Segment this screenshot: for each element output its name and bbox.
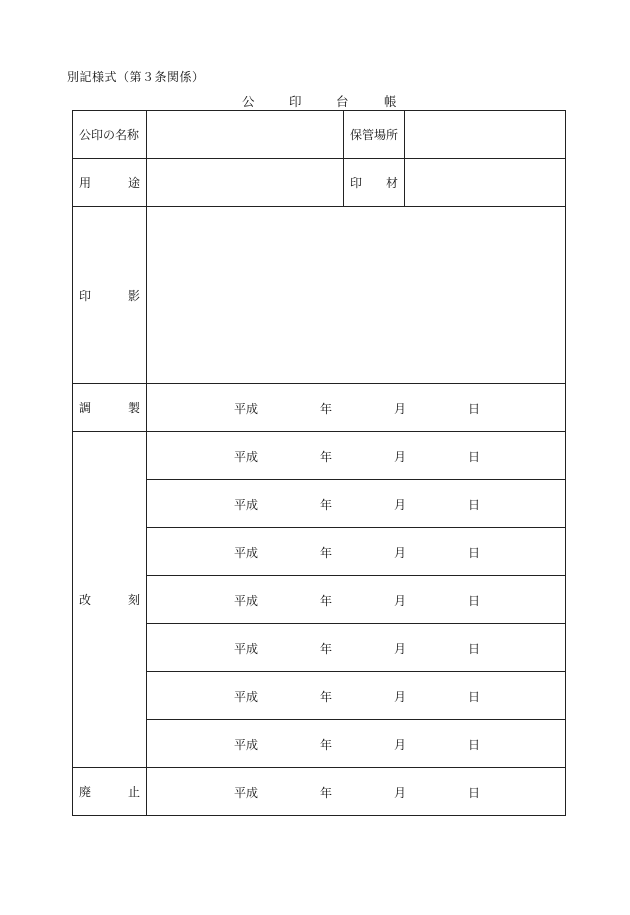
date-year: 年 <box>320 450 333 464</box>
row-recarving <box>73 432 566 480</box>
material-label-char: 印 <box>350 176 363 190</box>
date-day: 日 <box>468 450 481 464</box>
date-year: 年 <box>320 690 333 704</box>
abolition-label-char: 止 <box>127 785 140 799</box>
seal-name-label: 公印の名称 <box>73 111 147 159</box>
recarving-date[interactable] <box>147 480 566 528</box>
row-recarving <box>73 672 566 720</box>
recarving-label <box>73 432 147 768</box>
row-usage <box>73 159 566 207</box>
date-era: 平成 <box>234 594 259 608</box>
date-era: 平成 <box>234 642 259 656</box>
date-day: 日 <box>468 546 481 560</box>
date-month: 月 <box>394 546 407 560</box>
material-label <box>344 159 405 207</box>
row-manufacture <box>73 384 566 432</box>
date-era: 平成 <box>234 738 259 752</box>
date-era: 平成 <box>234 498 259 512</box>
storage-place-label: 保管場所 <box>344 111 405 159</box>
date-year: 年 <box>320 498 333 512</box>
form-reference: 別記様式（第３条関係） <box>67 70 205 84</box>
usage-label-char: 用 <box>79 176 92 190</box>
ledger-title <box>230 92 410 108</box>
date-era: 平成 <box>234 786 259 800</box>
date-year: 年 <box>320 786 333 800</box>
recarving-label-char: 改 <box>79 593 92 607</box>
date-day: 日 <box>468 498 481 512</box>
date-era: 平成 <box>234 450 259 464</box>
recarving-date[interactable] <box>147 672 566 720</box>
row-abolition <box>73 768 566 816</box>
manufacture-label-char: 製 <box>127 401 140 415</box>
material-value[interactable] <box>405 159 566 207</box>
date-year: 年 <box>320 594 333 608</box>
date-day: 日 <box>468 642 481 656</box>
date-era: 平成 <box>234 546 259 560</box>
material-label-char: 材 <box>385 176 398 190</box>
recarving-date[interactable] <box>147 576 566 624</box>
recarving-date[interactable] <box>147 528 566 576</box>
date-month: 月 <box>394 498 407 512</box>
impression-label-char: 影 <box>127 288 140 303</box>
manufacture-date[interactable] <box>147 384 566 432</box>
row-recarving <box>73 576 566 624</box>
title-char: 帳 <box>384 94 397 109</box>
date-day: 日 <box>468 738 481 752</box>
date-month: 月 <box>394 786 407 800</box>
date-year: 年 <box>320 642 333 656</box>
seal-name-value[interactable] <box>147 111 344 159</box>
abolition-date[interactable] <box>147 768 566 816</box>
date-month: 月 <box>394 642 407 656</box>
date-era: 平成 <box>234 402 259 416</box>
row-seal-name <box>73 111 566 159</box>
recarving-date[interactable] <box>147 720 566 768</box>
row-recarving <box>73 528 566 576</box>
date-month: 月 <box>394 690 407 704</box>
date-day: 日 <box>468 594 481 608</box>
storage-place-value[interactable] <box>405 111 566 159</box>
title-char: 印 <box>289 94 302 109</box>
impression-label <box>73 207 147 384</box>
title-char: 台 <box>336 94 349 109</box>
impression-label-char: 印 <box>79 288 92 303</box>
date-month: 月 <box>394 402 407 416</box>
date-day: 日 <box>468 786 481 800</box>
abolition-label-char: 廃 <box>79 785 92 799</box>
row-impression <box>73 207 566 384</box>
row-recarving <box>73 720 566 768</box>
date-year: 年 <box>320 738 333 752</box>
date-year: 年 <box>320 546 333 560</box>
date-day: 日 <box>468 402 481 416</box>
date-month: 月 <box>394 450 407 464</box>
title-char: 公 <box>242 94 255 109</box>
manufacture-label-char: 調 <box>79 401 92 415</box>
seal-ledger-table <box>72 110 566 816</box>
usage-label-char: 途 <box>127 176 140 190</box>
date-month: 月 <box>394 738 407 752</box>
recarving-date[interactable] <box>147 624 566 672</box>
usage-label <box>73 159 147 207</box>
date-era: 平成 <box>234 690 259 704</box>
date-year: 年 <box>320 402 333 416</box>
manufacture-label <box>73 384 147 432</box>
recarving-label-char: 刻 <box>127 593 140 607</box>
date-month: 月 <box>394 594 407 608</box>
usage-value[interactable] <box>147 159 344 207</box>
date-day: 日 <box>468 690 481 704</box>
row-recarving <box>73 480 566 528</box>
impression-area[interactable] <box>147 207 566 384</box>
abolition-label <box>73 768 147 816</box>
row-recarving <box>73 624 566 672</box>
recarving-date[interactable] <box>147 432 566 480</box>
